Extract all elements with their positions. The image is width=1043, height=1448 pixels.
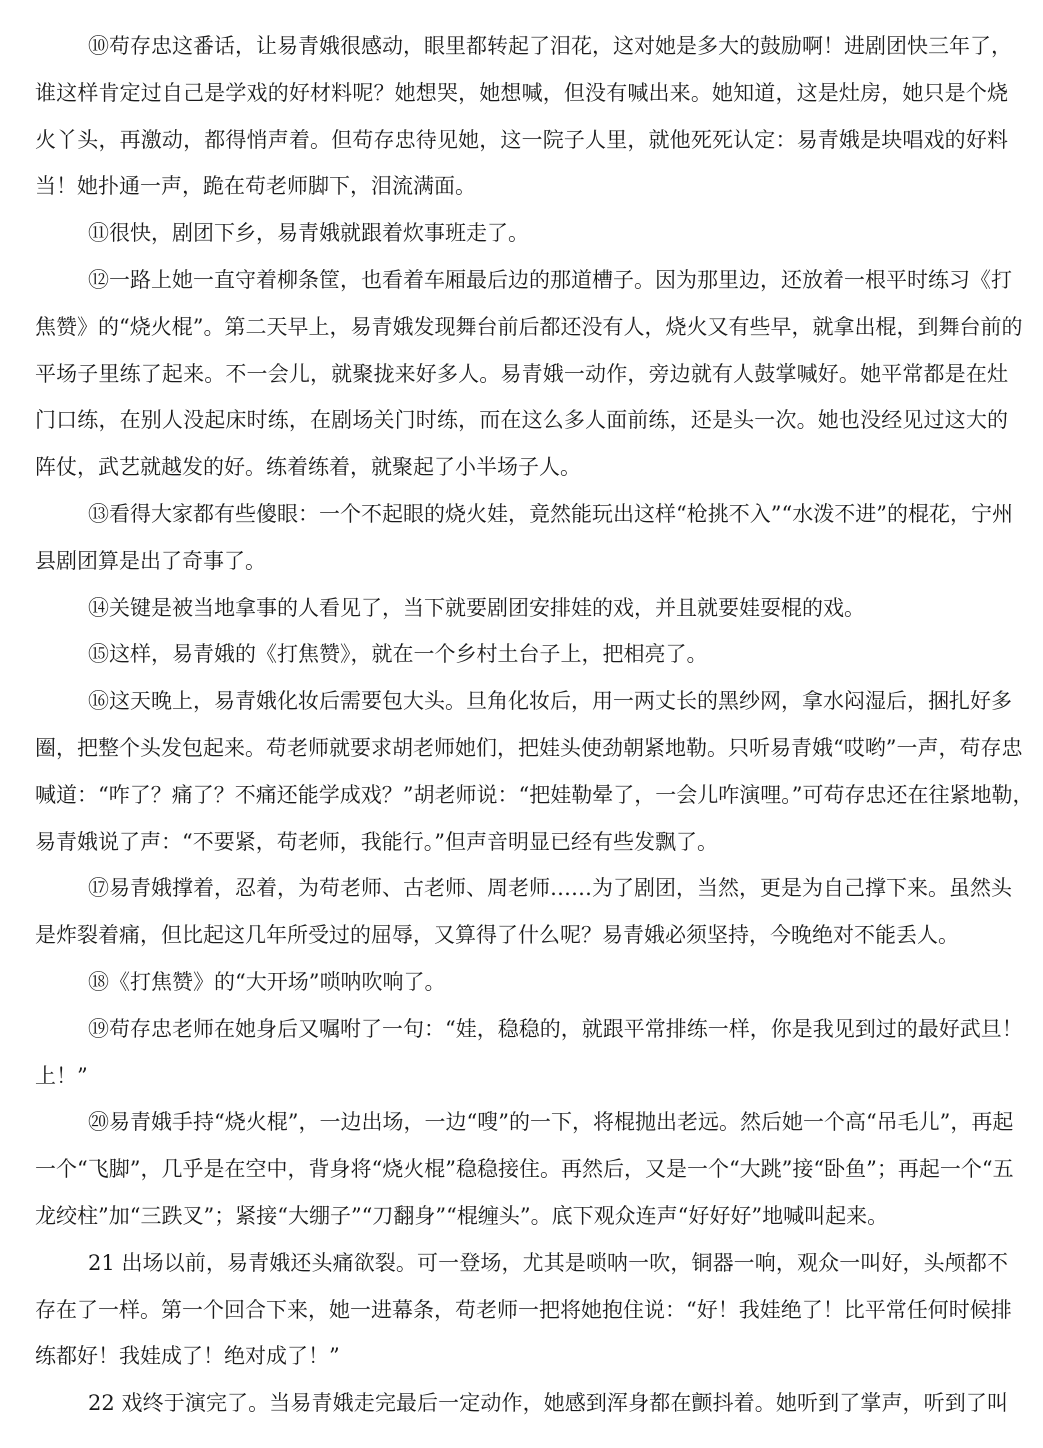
paragraph xyxy=(35,23,1012,210)
text-line: 当！她扑通一声，跪在苟老师脚下，泪流满面。 xyxy=(35,174,476,199)
text-line: ⑰易青娥撑着，忍着，为苟老师、古老师、周老师……为了剧团，当然，更是为自己撑下来。虽然头 xyxy=(88,876,1012,901)
text-line: 阵仗，武艺就越发的好。练着练着，就聚起了小半场子人。 xyxy=(35,455,581,480)
text-line: ⑩苟存忠这番话，让易青娥很感动，眼里都转起了泪花，这对她是多大的鼓励啊！进剧团快三年了， xyxy=(88,34,1012,58)
text-line: 22 戏终于演完了。当易青娥走完最后一定动作，她感到浑身都在颤抖着。她听到了掌声，听到了叫 xyxy=(88,1391,1008,1416)
paragraph xyxy=(35,1099,1014,1239)
paragraph xyxy=(35,1240,1012,1380)
text-line: ⑬看得大家都有些傻眼：一个不起眼的烧火娃，竟然能玩出这样“枪挑不入”“水泼不进”的棍花，宁州 xyxy=(88,501,1013,526)
paragraph xyxy=(35,1006,1023,1100)
paragraph xyxy=(35,1380,1008,1427)
text-line: 圈，把整个头发包起来。苟老师就要求胡老师她们，把娃头使劲朝紧地勒。只听易青娥“哎哟”一声，苟存忠 xyxy=(35,735,1023,760)
text-line: ⑳易青娥手持“烧火棍”，一边出场，一边“嗖”的一下，将棍抛出老远。然后她一个高“吊毛儿”，再起 xyxy=(88,1110,1014,1135)
text-line: 平场子里练了起来。不一会儿，就聚拢来好多人。易青娥一动作，旁边就有人鼓掌喊好。她平常都是在灶 xyxy=(35,361,1008,386)
text-line: 易青娥说了声：“不要紧，苟老师，我能行。”但声音明显已经有些发飘了。 xyxy=(35,829,718,854)
paragraph xyxy=(35,257,1023,491)
text-line: 21 出场以前，易青娥还头痛欲裂。可一登场，尤其是唢呐一吹，铜器一响，观众一叫好，头颅都不 xyxy=(88,1250,1008,1275)
text-line: 县剧团算是出了奇事了。 xyxy=(35,548,266,573)
paragraph xyxy=(35,491,1013,585)
text-line: ⑯这天晚上，易青娥化妆后需要包大头。旦角化妆后，用一两丈长的黑纱网，拿水闷湿后，捆扎好多 xyxy=(88,689,1012,714)
text-line: 门口练，在别人没起床时练，在剧场关门时练，而在这么多人面前练，还是头一次。她也没经见过这大的 xyxy=(35,408,1008,433)
text-line: ⑭关键是被当地拿事的人看见了，当下就要剧团安排娃的戏，并且就要娃耍棍的戏。 xyxy=(88,595,865,620)
text-line: 谁这样肯定过自己是学戏的好材料呢？她想哭，她想喊，但没有喊出来。她知道，这是灶房，她只是个烧 xyxy=(35,80,1008,105)
text-line: 龙绞柱”加“三跌叉”；紧接“大绷子”“刀翻身”“棍缠头”。底下观众连声“好好好”地喊叫起来。 xyxy=(35,1203,889,1228)
paragraph xyxy=(35,865,1012,959)
text-line: 喊道：“咋了？痛了？不痛还能学成戏？”胡老师说：“把娃勒晕了，一会儿咋演哩。”可苟存忠还在往紧地勒， xyxy=(35,782,1034,807)
text-line: 一个“飞脚”，几乎是在空中，背身将“烧火棍”稳稳接住。再然后，又是一个“大跳”接“卧鱼”；再起一个“五 xyxy=(35,1157,1014,1182)
text-line: 上！” xyxy=(35,1063,88,1088)
document-body xyxy=(35,23,1034,1427)
paragraph xyxy=(35,678,1034,865)
text-line: ⑮这样，易青娥的《打焦赞》，就在一个乡村土台子上，把相亮了。 xyxy=(88,642,708,667)
text-line: 是炸裂着痛，但比起这几年所受过的屈辱，又算得了什么呢？易青娥必须坚持，今晚绝对不能丢人。 xyxy=(35,923,959,948)
paragraph xyxy=(35,585,1008,632)
text-line: ⑪很快，剧团下乡，易青娥就跟着炊事班走了。 xyxy=(88,221,529,246)
text-line: ⑱《打焦赞》的“大开场”唢呐吹响了。 xyxy=(88,969,446,994)
paragraph xyxy=(35,631,1008,678)
text-line: 火丫头，再激动，都得悄声着。但苟存忠待见她，这一院子人里，就他死死认定：易青娥是块唱戏的好料 xyxy=(35,127,1008,152)
text-line: 存在了一样。第一个回合下来，她一进幕条，苟老师一把将她抱住说：“好！我娃绝了！比平常任何时候排 xyxy=(35,1297,1012,1322)
text-line: 练都好！我娃成了！绝对成了！” xyxy=(35,1344,340,1369)
text-line: 焦赞》的“烧火棍”。第二天早上，易青娥发现舞台前后都还没有人，烧火又有些早，就拿出棍，到舞台前的 xyxy=(35,314,1023,339)
paragraph xyxy=(35,959,1008,1006)
text-line: ⑫一路上她一直守着柳条筐，也看着车厢最后边的那道槽子。因为那里边，还放着一根平时练习《打 xyxy=(88,267,1012,292)
text-line: ⑲苟存忠老师在她身后又嘱咐了一句：“娃，稳稳的，就跟平常排练一样，你是我见到过的最好武旦！ xyxy=(88,1016,1023,1041)
paragraph xyxy=(35,210,1008,257)
